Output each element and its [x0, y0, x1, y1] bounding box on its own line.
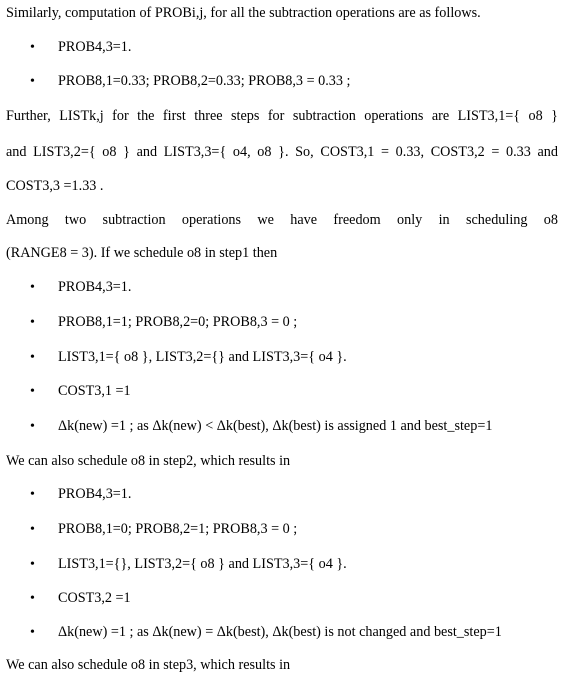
list-item-text: PROB8,1=0.33; PROB8,2=0.33; PROB8,3 = 0.33 ;	[58, 73, 351, 89]
paragraph-line: and LIST3,2={ o8 } and LIST3,3={ o4, o8 }. So, COST3,1 = 0.33, COST3,2 = 0.33 and	[6, 144, 558, 160]
paragraph-line: Among two subtraction operations we have freedom only in scheduling o8	[6, 212, 558, 228]
list-item	[30, 72, 350, 91]
list-item	[30, 278, 131, 297]
paragraph-line: (RANGE8 = 3). If we schedule o8 in step1 then	[6, 245, 278, 261]
bullet-icon: •	[30, 557, 35, 572]
bullet-icon: •	[30, 74, 35, 89]
bullet-icon: •	[30, 384, 35, 399]
list-item	[30, 520, 297, 539]
paragraph-line: We can also schedule o8 in step2, which results in	[6, 453, 291, 469]
bullet-icon: •	[30, 591, 35, 606]
list-item	[30, 555, 347, 574]
list-item-text: LIST3,1={ o8 }, LIST3,2={} and LIST3,3={ o4 }.	[58, 349, 347, 365]
paragraph-line: Further, LISTk,j for the first three steps for subtraction operations are LIST3,1={ o8 }	[6, 108, 558, 124]
list-item-text: COST3,2 =1	[58, 590, 131, 606]
list-item	[30, 589, 131, 608]
list-item	[30, 382, 131, 401]
list-item	[30, 313, 297, 332]
list-item-text: PROB8,1=0; PROB8,2=1; PROB8,3 = 0 ;	[58, 521, 298, 537]
list-item-text: LIST3,1={}, LIST3,2={ o8 } and LIST3,3={ o4 }.	[58, 556, 347, 572]
bullet-icon: •	[30, 419, 35, 434]
bullet-icon: •	[30, 350, 35, 365]
bullet-icon: •	[30, 522, 35, 537]
list-item	[30, 417, 492, 436]
list-item-text: PROB4,3=1.	[58, 279, 132, 295]
list-item-text: PROB8,1=1; PROB8,2=0; PROB8,3 = 0 ;	[58, 314, 298, 330]
bullet-icon: •	[30, 625, 35, 640]
list-item	[30, 485, 131, 504]
list-item	[30, 348, 347, 367]
list-item-text: PROB4,3=1.	[58, 486, 132, 502]
list-item	[30, 38, 131, 57]
bullet-icon: •	[30, 280, 35, 295]
paragraph-line: We can also schedule o8 in step3, which results in	[6, 657, 291, 673]
list-item-text: Δk(new) =1 ; as Δk(new) = Δk(best), Δk(best) is not changed and best_step=1	[58, 624, 502, 640]
bullet-icon: •	[30, 40, 35, 55]
bullet-icon: •	[30, 315, 35, 330]
list-item	[30, 623, 502, 642]
paragraph-line: COST3,3 =1.33 .	[6, 178, 104, 194]
list-item-text: COST3,1 =1	[58, 383, 131, 399]
list-item-text: Δk(new) =1 ; as Δk(new) < Δk(best), Δk(best) is assigned 1 and best_step=1	[58, 418, 493, 434]
list-item-text: PROB4,3=1.	[58, 39, 132, 55]
bullet-icon: •	[30, 487, 35, 502]
paragraph-line: Similarly, computation of PROBi,j, for all the subtraction operations are as follows.	[6, 5, 481, 21]
